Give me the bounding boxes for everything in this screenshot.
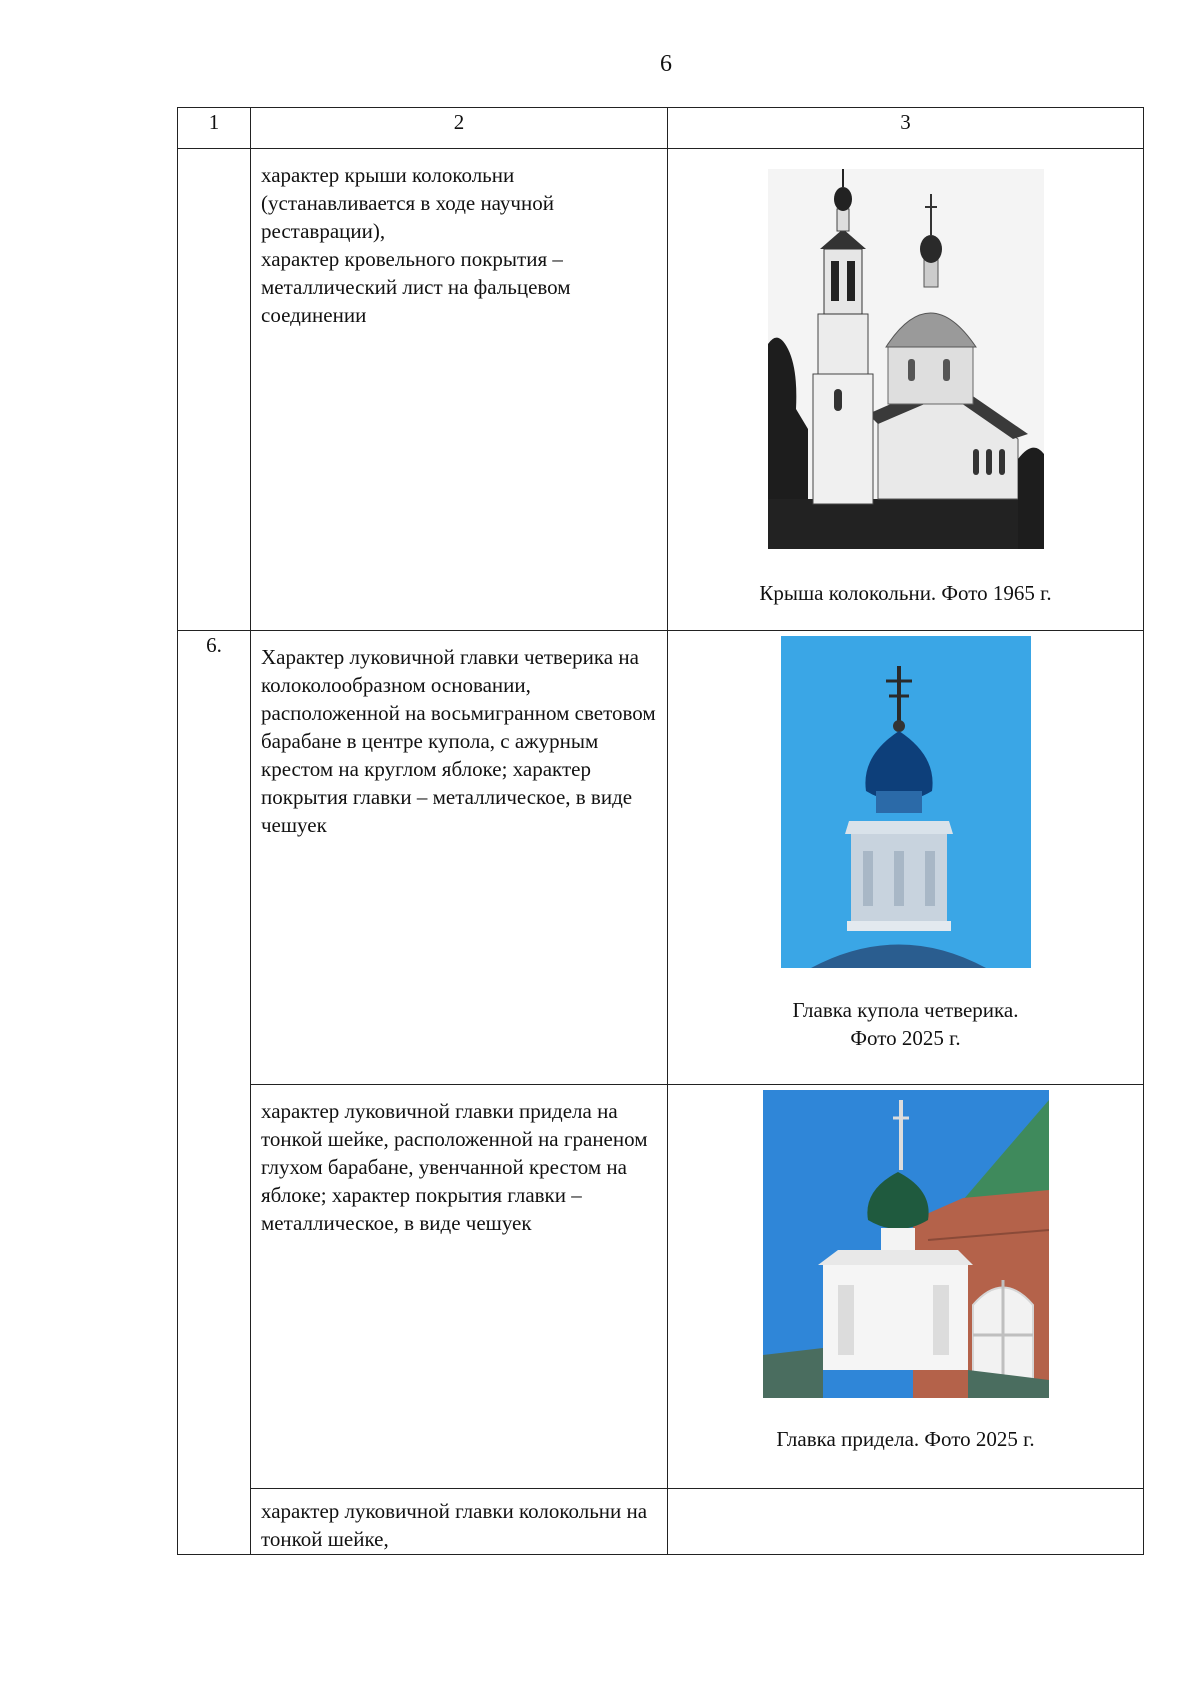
row-description [251, 1085, 668, 1489]
photo-cell [668, 1489, 1144, 1555]
header-col-1: 1 [178, 108, 251, 149]
photo-cell [668, 1085, 1144, 1489]
caption-line-1: Главка купола четверика. [792, 998, 1019, 1022]
row-description [251, 1489, 668, 1555]
photo-belfry-roof-1965 [768, 169, 1044, 549]
table-row [178, 1085, 1144, 1489]
photo-cell [668, 631, 1144, 1085]
photo-caption: Крыша колокольни. Фото 1965 г. [759, 581, 1052, 605]
description-text: характер луковичной главки придела на тонкой шейке, расположенной на граненом глухом барабане, увенчанной крестом на яблоке; характер покрытия главки – металлическое, в виде чешуек [261, 1099, 648, 1235]
elements-table [177, 107, 1144, 1555]
description-text: характер луковичной главки колокольни на тонкой шейке, [261, 1499, 648, 1551]
row-number-cell: 6. [178, 631, 251, 1085]
table-row [178, 149, 1144, 631]
caption-line-2: Фото 2025 г. [850, 1026, 961, 1050]
photo-side-chapel-dome-2025 [763, 1090, 1049, 1398]
photo-caption: Главка придела. Фото 2025 г. [776, 1427, 1035, 1451]
row-number-cell [178, 1085, 251, 1489]
table-row [178, 631, 1144, 1085]
photo-quadrangle-dome-2025 [781, 636, 1031, 968]
table-header-row [178, 108, 1144, 149]
page-number: 6 [660, 51, 672, 77]
row-number-cell [178, 149, 251, 631]
header-col-2: 2 [251, 108, 668, 149]
photo-caption [668, 996, 1143, 1052]
header-col-3: 3 [668, 108, 1144, 149]
description-text: характер крыши колокольни (устанавливается в ходе научной реставрации), характер кровельного покрытия – металлический лист на фальцевом соединении [261, 163, 571, 327]
description-text: Характер луковичной главки четверика на колоколообразном основании, расположенной на восьмигранном световом барабане в центре купола, с ажурным крестом на круглом яблоке; характер покрытия главки – металлическое, в виде чешуек [261, 645, 656, 837]
row-description [251, 149, 668, 631]
photo-cell [668, 149, 1144, 631]
row-number-cell [178, 1489, 251, 1555]
table-row [178, 1489, 1144, 1555]
row-description [251, 631, 668, 1085]
